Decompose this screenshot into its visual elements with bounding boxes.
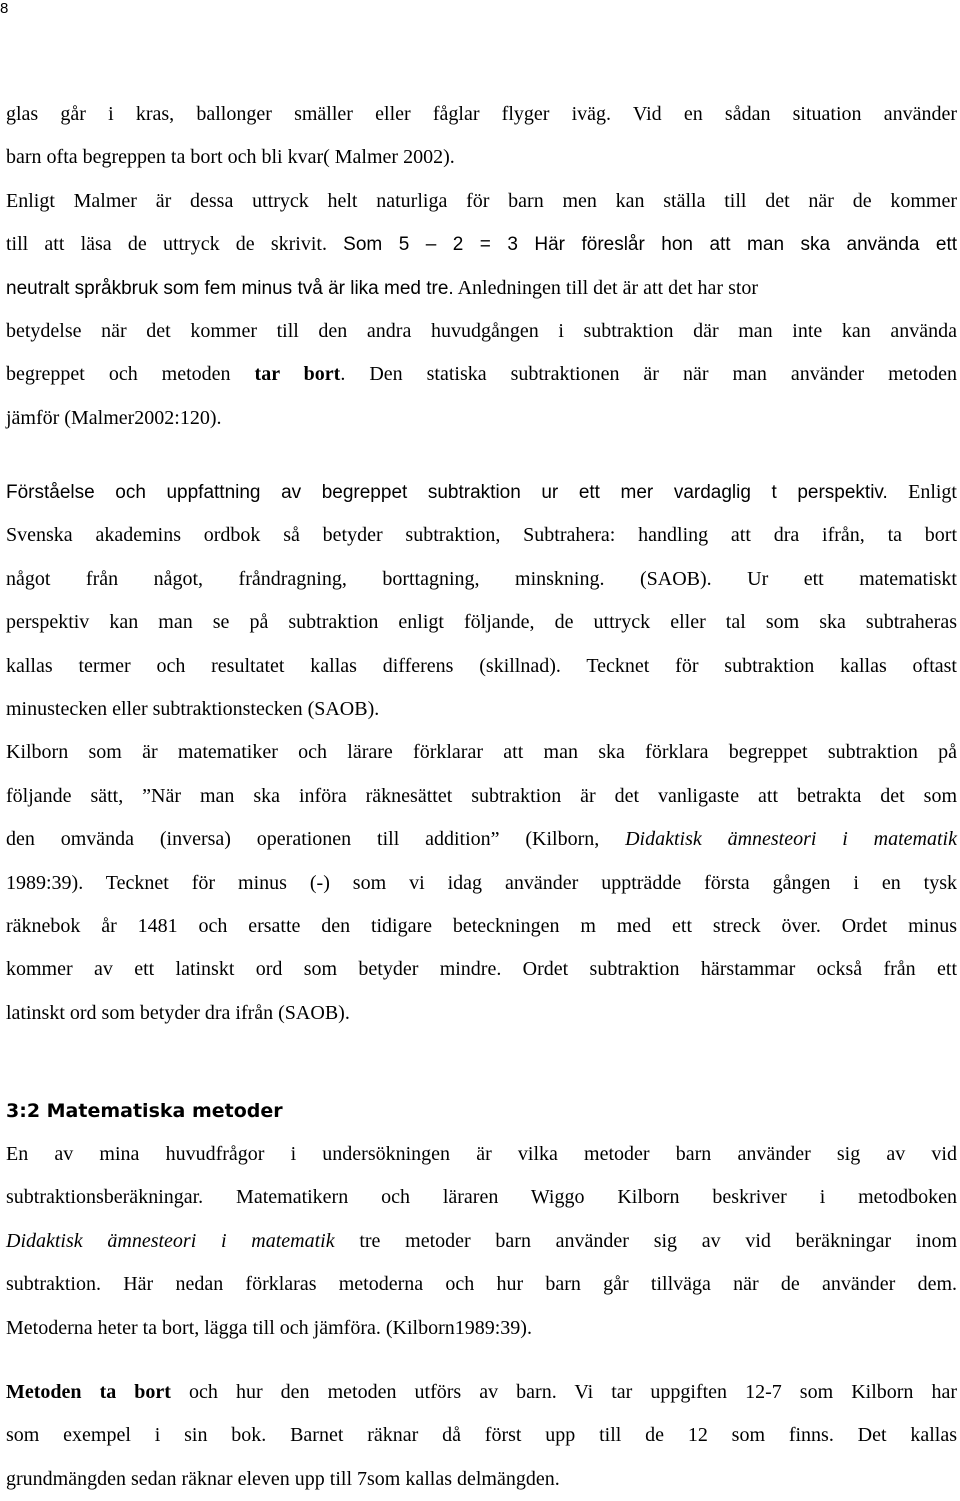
text-run: .: [340, 363, 346, 386]
paragraph-1: [0, 93, 957, 440]
italic-title: Didaktisk ämnesteori i matematik: [6, 1229, 335, 1252]
text-line: [0, 353, 957, 396]
text-run: till att läsa de uttryck de skrivit.: [6, 233, 344, 256]
text-run: Den statiska subtraktionen är när man använder metoden: [345, 363, 957, 386]
text-run: Anledningen till det är att det har stor: [453, 276, 759, 299]
text-line: Enligt Malmer är dessa uttryck helt naturliga för barn men kan ställa till det när de kommer: [6, 189, 957, 212]
text-line: betydelse när det kommer till den andra huvudgången i subtraktion där man inte kan använda: [6, 320, 957, 343]
text-run: Som 5 – 2 = 3 Här föreslår hon att man ska använda ett: [343, 234, 958, 256]
text-line: Kilborn som är matematiker och lärare förklarar att man ska förklara begreppet subtraktion på: [6, 741, 957, 764]
text-run: den omvända (inversa) operationen till addition” (Kilborn,: [6, 828, 626, 851]
text-run: Förståelse och uppfattning av begreppet subtraktion ur ett mer vardaglig t perspektiv.: [6, 482, 888, 503]
text-line: jämför (Malmer2002:120).: [6, 406, 222, 429]
text-line: [0, 1371, 957, 1414]
text-line: räknebok år 1481 och ersatte den tidigare beteckningen m med ett streck över. Ordet minus: [6, 915, 957, 938]
text-line: subtraktionsberäkningar. Matematikern och läraren Wiggo Kilborn beskriver i metodboken: [6, 1186, 957, 1209]
text-line: En av mina huvudfrågor i undersökningen är vilka metoder barn använder sig av vid: [6, 1143, 957, 1165]
text-line: som exempel i sin bok. Barnet räknar då först upp till de 12 som finns. Det kallas: [6, 1424, 957, 1447]
bold-term: Metoden ta bort: [6, 1381, 171, 1403]
text-line: minustecken eller subtraktionstecken (SAOB).: [6, 698, 380, 721]
text-line: Svenska akademins ordbok så betyder subtraktion, Subtrahera: handling att dra ifrån, ta bort: [6, 524, 957, 547]
text-line: kallas termer och resultatet kallas differens (skillnad). Tecknet för subtraktion kallas oftast: [6, 654, 957, 677]
text-line: barn ofta begreppen ta bort och bli kvar( Malmer 2002).: [6, 146, 455, 169]
text-line: latinskt ord som betyder dra ifrån (SAOB).: [6, 1001, 350, 1024]
text-line: Metoderna heter ta bort, lägga till och jämföra. (Kilborn1989:39).: [6, 1316, 532, 1339]
text-line: [0, 267, 957, 310]
text-run: Enligt: [887, 481, 957, 503]
italic-title: Didaktisk ämnesteori i matematik: [625, 828, 957, 851]
bold-term: tar bort: [254, 363, 341, 386]
text-line: [0, 1220, 957, 1263]
text-line: [0, 818, 957, 861]
text-line: följande sätt, ”När man ska införa räknesättet subtraktion är det vanligaste att betrakta det som: [6, 784, 957, 807]
text-line: [0, 223, 957, 266]
text-line: subtraktion. Här nedan förklaras metoderna och hur barn går tillväga när de använder dem.: [6, 1273, 957, 1296]
text-line: perspektiv kan man se på subtraktion enligt följande, de uttryck eller tal som ska subtraheras: [6, 611, 957, 634]
text-line: kommer av ett latinskt ord som betyder mindre. Ordet subtraktion härstammar också från ett: [6, 958, 957, 981]
page-number: 8: [0, 0, 9, 17]
text-line: grundmängden sedan räknar eleven upp till 7som kallas delmängden.: [6, 1467, 560, 1490]
text-run: tre metoder barn använder sig av vid beräkningar inom: [334, 1229, 957, 1252]
text-line: glas går i kras, ballonger smäller eller fåglar flyger iväg. Vid en sådan situation använder: [6, 103, 957, 125]
text-run: neutralt språkbruk som fem minus två är lika med tre.: [6, 277, 454, 299]
text-run: och hur den metoden utförs av barn. Vi tar uppgiften 12-7 som Kilborn har: [170, 1381, 957, 1403]
paragraph-3: [0, 1133, 957, 1350]
text-run: begreppet och metoden: [6, 363, 255, 386]
text-line: 1989:39). Tecknet för minus (-) som vi idag använder uppträdde första gången i en tysk: [6, 871, 957, 894]
text-line: [0, 471, 957, 514]
text-line: något från något, fråndragning, borttagning, minskning. (SAOB). Ur ett matematiskt: [6, 567, 957, 590]
paragraph-2: [0, 471, 957, 1035]
section-heading: 3:2 Matematiska metoder: [6, 1100, 283, 1122]
paragraph-4: [0, 1371, 957, 1501]
